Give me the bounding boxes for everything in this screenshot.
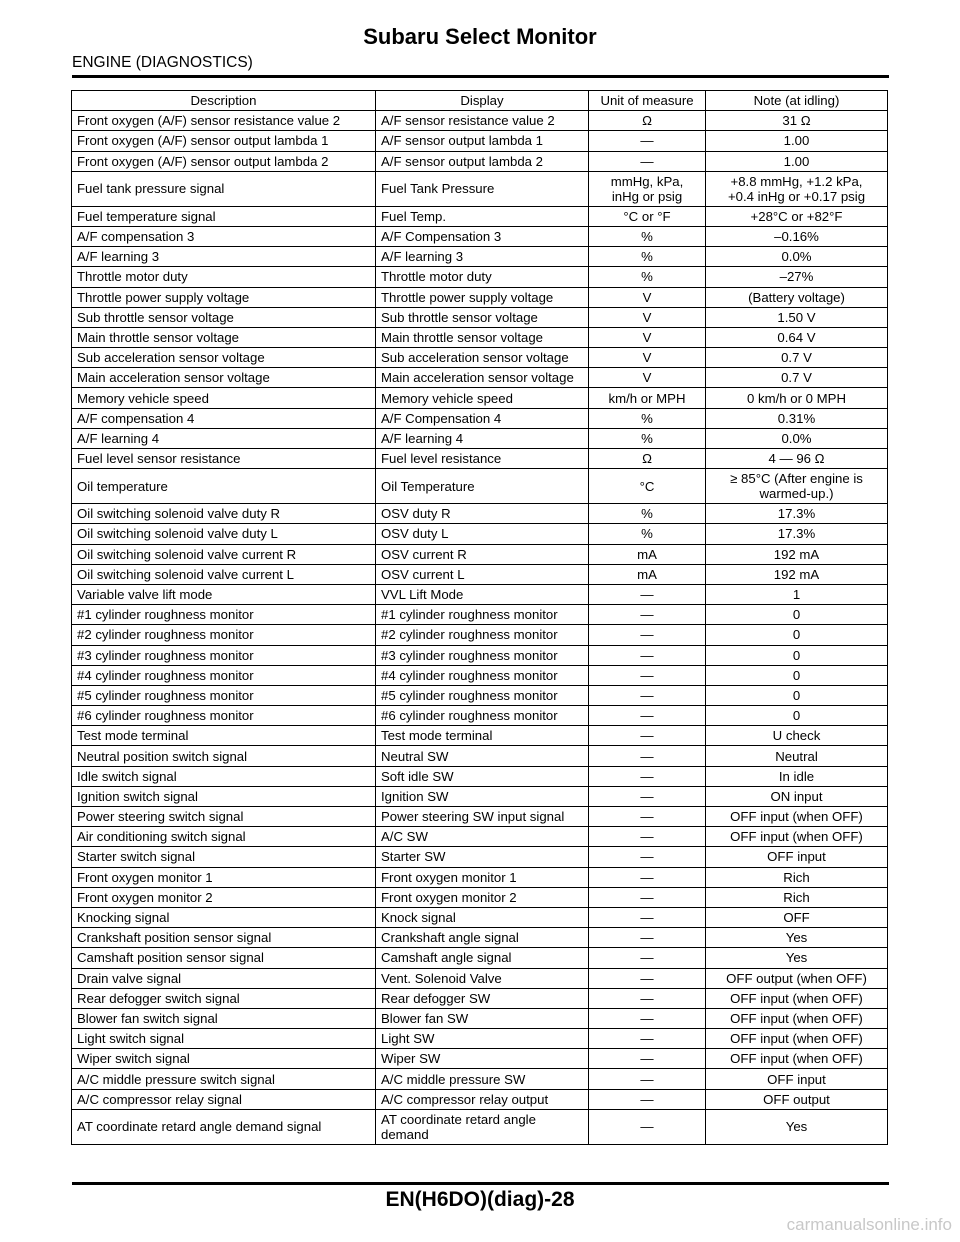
cell-note: 0.31% xyxy=(706,408,888,428)
cell-display: Ignition SW xyxy=(376,786,589,806)
cell-note: Yes xyxy=(706,948,888,968)
cell-description: Wiper switch signal xyxy=(72,1049,376,1069)
cell-unit: — xyxy=(589,827,706,847)
cell-note: 0.0% xyxy=(706,247,888,267)
table-row xyxy=(72,605,888,625)
cell-description: Oil switching solenoid valve current R xyxy=(72,544,376,564)
cell-display: #4 cylinder roughness monitor xyxy=(376,665,589,685)
cell-unit: — xyxy=(589,1049,706,1069)
cell-unit: — xyxy=(589,907,706,927)
table-row xyxy=(72,1008,888,1028)
table-row xyxy=(72,449,888,469)
cell-description: Fuel level sensor resistance xyxy=(72,449,376,469)
monitor-table xyxy=(71,90,888,1145)
cell-note: –0.16% xyxy=(706,226,888,246)
cell-unit: — xyxy=(589,968,706,988)
cell-unit: V xyxy=(589,368,706,388)
table-row xyxy=(72,267,888,287)
cell-note: 0.0% xyxy=(706,428,888,448)
cell-description: Ignition switch signal xyxy=(72,786,376,806)
table-row xyxy=(72,766,888,786)
cell-description: Camshaft position sensor signal xyxy=(72,948,376,968)
cell-note: 31 Ω xyxy=(706,111,888,131)
table-header-row xyxy=(72,91,888,111)
cell-description: A/C compressor relay signal xyxy=(72,1089,376,1109)
cell-note: 0.7 V xyxy=(706,368,888,388)
cell-description: Drain valve signal xyxy=(72,968,376,988)
cell-note: 192 mA xyxy=(706,564,888,584)
cell-display: #1 cylinder roughness monitor xyxy=(376,605,589,625)
cell-unit: mA xyxy=(589,564,706,584)
cell-display: Neutral SW xyxy=(376,746,589,766)
cell-description: Main throttle sensor voltage xyxy=(72,327,376,347)
cell-unit: V xyxy=(589,327,706,347)
cell-note: Rich xyxy=(706,887,888,907)
cell-display: Soft idle SW xyxy=(376,766,589,786)
table-row xyxy=(72,625,888,645)
cell-description: #3 cylinder roughness monitor xyxy=(72,645,376,665)
cell-description: Oil switching solenoid valve current L xyxy=(72,564,376,584)
cell-unit: % xyxy=(589,226,706,246)
cell-unit: — xyxy=(589,665,706,685)
cell-description: Throttle power supply voltage xyxy=(72,287,376,307)
cell-unit: — xyxy=(589,625,706,645)
cell-note: OFF input (when OFF) xyxy=(706,1029,888,1049)
cell-description: Front oxygen (A/F) sensor resistance value 2 xyxy=(72,111,376,131)
cell-note: OFF input (when OFF) xyxy=(706,1008,888,1028)
cell-display: #3 cylinder roughness monitor xyxy=(376,645,589,665)
cell-display: Light SW xyxy=(376,1029,589,1049)
cell-display: Throttle power supply voltage xyxy=(376,287,589,307)
cell-display: Main throttle sensor voltage xyxy=(376,327,589,347)
cell-unit: V xyxy=(589,348,706,368)
cell-display: Vent. Solenoid Valve xyxy=(376,968,589,988)
table-row xyxy=(72,706,888,726)
cell-note: +8.8 mmHg, +1.2 kPa, +0.4 inHg or +0.17 psig xyxy=(706,171,888,206)
cell-note: OFF input (when OFF) xyxy=(706,1049,888,1069)
table-row xyxy=(72,564,888,584)
table-row xyxy=(72,348,888,368)
cell-description: Fuel temperature signal xyxy=(72,206,376,226)
cell-display: OSV duty R xyxy=(376,504,589,524)
page-number: EN(H6DO)(diag)-28 xyxy=(385,1188,575,1211)
table-row xyxy=(72,171,888,206)
cell-display: A/F Compensation 3 xyxy=(376,226,589,246)
cell-note: OFF input (when OFF) xyxy=(706,807,888,827)
cell-description: Neutral position switch signal xyxy=(72,746,376,766)
cell-unit: V xyxy=(589,287,706,307)
cell-description: Memory vehicle speed xyxy=(72,388,376,408)
section-heading: ENGINE (DIAGNOSTICS) xyxy=(72,54,253,71)
cell-unit: — xyxy=(589,706,706,726)
cell-note: Yes xyxy=(706,928,888,948)
cell-note: Neutral xyxy=(706,746,888,766)
cell-display: Camshaft angle signal xyxy=(376,948,589,968)
cell-note: OFF input xyxy=(706,1069,888,1089)
cell-display: A/C compressor relay output xyxy=(376,1089,589,1109)
cell-display: Oil Temperature xyxy=(376,469,589,504)
cell-display: Starter SW xyxy=(376,847,589,867)
cell-description: #4 cylinder roughness monitor xyxy=(72,665,376,685)
cell-note: 1.00 xyxy=(706,151,888,171)
table-row xyxy=(72,287,888,307)
cell-display: OSV current L xyxy=(376,564,589,584)
cell-description: Knocking signal xyxy=(72,907,376,927)
cell-unit: — xyxy=(589,1029,706,1049)
cell-unit: % xyxy=(589,504,706,524)
cell-unit: Ω xyxy=(589,111,706,131)
cell-unit: % xyxy=(589,267,706,287)
table-row xyxy=(72,504,888,524)
table-row xyxy=(72,1049,888,1069)
column-header-display: Display xyxy=(376,91,589,111)
cell-description: Blower fan switch signal xyxy=(72,1008,376,1028)
cell-unit: — xyxy=(589,847,706,867)
cell-display: A/F Compensation 4 xyxy=(376,408,589,428)
cell-unit: km/h or MPH xyxy=(589,388,706,408)
cell-description: #1 cylinder roughness monitor xyxy=(72,605,376,625)
cell-unit: — xyxy=(589,605,706,625)
cell-note: +28°C or +82°F xyxy=(706,206,888,226)
cell-unit: — xyxy=(589,1109,706,1144)
header-rule xyxy=(72,75,889,78)
table-row xyxy=(72,388,888,408)
table-row xyxy=(72,524,888,544)
cell-description: A/F compensation 4 xyxy=(72,408,376,428)
page-title: Subaru Select Monitor xyxy=(363,24,597,49)
cell-display: A/C middle pressure SW xyxy=(376,1069,589,1089)
cell-display: AT coordinate retard angle demand xyxy=(376,1109,589,1144)
cell-unit: mA xyxy=(589,544,706,564)
cell-note: 1 xyxy=(706,584,888,604)
cell-description: Power steering switch signal xyxy=(72,807,376,827)
cell-unit: — xyxy=(589,887,706,907)
cell-display: Fuel level resistance xyxy=(376,449,589,469)
cell-note: 0 xyxy=(706,645,888,665)
cell-unit: — xyxy=(589,151,706,171)
table-row xyxy=(72,988,888,1008)
cell-unit: — xyxy=(589,645,706,665)
cell-unit: °C xyxy=(589,469,706,504)
table-row xyxy=(72,368,888,388)
cell-display: Memory vehicle speed xyxy=(376,388,589,408)
cell-unit: — xyxy=(589,786,706,806)
cell-unit: — xyxy=(589,766,706,786)
cell-description: Variable valve lift mode xyxy=(72,584,376,604)
table-row xyxy=(72,111,888,131)
cell-unit: — xyxy=(589,807,706,827)
cell-display: Blower fan SW xyxy=(376,1008,589,1028)
table-row xyxy=(72,469,888,504)
table-row xyxy=(72,226,888,246)
cell-note: OFF input (when OFF) xyxy=(706,988,888,1008)
table-row xyxy=(72,1109,888,1144)
cell-description: Oil switching solenoid valve duty R xyxy=(72,504,376,524)
cell-description: Throttle motor duty xyxy=(72,267,376,287)
cell-description: A/F compensation 3 xyxy=(72,226,376,246)
cell-description: Main acceleration sensor voltage xyxy=(72,368,376,388)
cell-description: Test mode terminal xyxy=(72,726,376,746)
cell-unit: V xyxy=(589,307,706,327)
cell-description: Oil temperature xyxy=(72,469,376,504)
cell-unit: mmHg, kPa, inHg or psig xyxy=(589,171,706,206)
cell-unit: — xyxy=(589,988,706,1008)
cell-note: 1.50 V xyxy=(706,307,888,327)
cell-unit: — xyxy=(589,726,706,746)
table-row xyxy=(72,786,888,806)
cell-note: OFF input xyxy=(706,847,888,867)
table-row xyxy=(72,131,888,151)
column-header-description: Description xyxy=(72,91,376,111)
column-header-unit: Unit of measure xyxy=(589,91,706,111)
cell-description: A/C middle pressure switch signal xyxy=(72,1069,376,1089)
cell-display: A/F sensor output lambda 2 xyxy=(376,151,589,171)
table-row xyxy=(72,645,888,665)
cell-display: OSV duty L xyxy=(376,524,589,544)
cell-display: Wiper SW xyxy=(376,1049,589,1069)
cell-display: OSV current R xyxy=(376,544,589,564)
cell-description: Fuel tank pressure signal xyxy=(72,171,376,206)
cell-display: A/F sensor output lambda 1 xyxy=(376,131,589,151)
cell-description: Light switch signal xyxy=(72,1029,376,1049)
cell-display: Rear defogger SW xyxy=(376,988,589,1008)
table-row xyxy=(72,907,888,927)
cell-note: 1.00 xyxy=(706,131,888,151)
table-row xyxy=(72,928,888,948)
cell-note: (Battery voltage) xyxy=(706,287,888,307)
table-body xyxy=(72,111,888,1145)
cell-unit: — xyxy=(589,1089,706,1109)
cell-display: Main acceleration sensor voltage xyxy=(376,368,589,388)
table-row xyxy=(72,847,888,867)
table-row xyxy=(72,948,888,968)
table-row xyxy=(72,584,888,604)
cell-description: Sub throttle sensor voltage xyxy=(72,307,376,327)
cell-display: A/F sensor resistance value 2 xyxy=(376,111,589,131)
cell-note: U check xyxy=(706,726,888,746)
cell-display: Power steering SW input signal xyxy=(376,807,589,827)
footer-rule xyxy=(72,1182,889,1185)
cell-description: AT coordinate retard angle demand signal xyxy=(72,1109,376,1144)
cell-display: A/F learning 4 xyxy=(376,428,589,448)
cell-description: #5 cylinder roughness monitor xyxy=(72,685,376,705)
cell-unit: — xyxy=(589,1008,706,1028)
cell-display: A/F learning 3 xyxy=(376,247,589,267)
cell-description: Rear defogger switch signal xyxy=(72,988,376,1008)
cell-display: Front oxygen monitor 1 xyxy=(376,867,589,887)
table-row xyxy=(72,746,888,766)
cell-unit: — xyxy=(589,584,706,604)
table-row xyxy=(72,665,888,685)
cell-unit: — xyxy=(589,1069,706,1089)
table-row xyxy=(72,151,888,171)
cell-note: 192 mA xyxy=(706,544,888,564)
cell-description: #6 cylinder roughness monitor xyxy=(72,706,376,726)
table-row xyxy=(72,1029,888,1049)
cell-unit: % xyxy=(589,247,706,267)
cell-note: 0.64 V xyxy=(706,327,888,347)
table-row xyxy=(72,867,888,887)
cell-unit: % xyxy=(589,524,706,544)
cell-note: 17.3% xyxy=(706,524,888,544)
cell-description: Front oxygen (A/F) sensor output lambda 1 xyxy=(72,131,376,151)
cell-description: Crankshaft position sensor signal xyxy=(72,928,376,948)
cell-note: 4 — 96 Ω xyxy=(706,449,888,469)
cell-description: Air conditioning switch signal xyxy=(72,827,376,847)
cell-note: ON input xyxy=(706,786,888,806)
cell-display: #6 cylinder roughness monitor xyxy=(376,706,589,726)
cell-display: Sub acceleration sensor voltage xyxy=(376,348,589,368)
cell-description: A/F learning 4 xyxy=(72,428,376,448)
cell-note: Rich xyxy=(706,867,888,887)
cell-description: Starter switch signal xyxy=(72,847,376,867)
cell-note: ≥ 85°C (After engine is warmed-up.) xyxy=(706,469,888,504)
table-row xyxy=(72,827,888,847)
cell-description: Idle switch signal xyxy=(72,766,376,786)
cell-unit: Ω xyxy=(589,449,706,469)
cell-note: 0 xyxy=(706,605,888,625)
cell-note: 17.3% xyxy=(706,504,888,524)
cell-display: Fuel Tank Pressure xyxy=(376,171,589,206)
cell-description: Front oxygen monitor 2 xyxy=(72,887,376,907)
cell-note: Yes xyxy=(706,1109,888,1144)
cell-note: 0 xyxy=(706,685,888,705)
cell-note: 0.7 V xyxy=(706,348,888,368)
column-header-note: Note (at idling) xyxy=(706,91,888,111)
cell-display: Knock signal xyxy=(376,907,589,927)
table-row xyxy=(72,307,888,327)
cell-note: OFF output xyxy=(706,1089,888,1109)
cell-description: Oil switching solenoid valve duty L xyxy=(72,524,376,544)
cell-note: 0 km/h or 0 MPH xyxy=(706,388,888,408)
table-row xyxy=(72,1089,888,1109)
cell-unit: — xyxy=(589,746,706,766)
table-row xyxy=(72,726,888,746)
cell-display: #5 cylinder roughness monitor xyxy=(376,685,589,705)
table-row xyxy=(72,206,888,226)
table-row xyxy=(72,887,888,907)
cell-note: 0 xyxy=(706,625,888,645)
cell-display: Test mode terminal xyxy=(376,726,589,746)
cell-display: A/C SW xyxy=(376,827,589,847)
table-row xyxy=(72,327,888,347)
table-row xyxy=(72,968,888,988)
cell-note: OFF output (when OFF) xyxy=(706,968,888,988)
cell-display: Front oxygen monitor 2 xyxy=(376,887,589,907)
cell-unit: — xyxy=(589,948,706,968)
cell-description: #2 cylinder roughness monitor xyxy=(72,625,376,645)
cell-unit: % xyxy=(589,408,706,428)
cell-description: Front oxygen (A/F) sensor output lambda 2 xyxy=(72,151,376,171)
cell-note: –27% xyxy=(706,267,888,287)
cell-note: 0 xyxy=(706,665,888,685)
cell-display: VVL Lift Mode xyxy=(376,584,589,604)
table-row xyxy=(72,544,888,564)
table-row xyxy=(72,685,888,705)
cell-unit: — xyxy=(589,685,706,705)
cell-display: Fuel Temp. xyxy=(376,206,589,226)
table-row xyxy=(72,428,888,448)
cell-display: Crankshaft angle signal xyxy=(376,928,589,948)
cell-display: Sub throttle sensor voltage xyxy=(376,307,589,327)
cell-note: In idle xyxy=(706,766,888,786)
cell-note: OFF input (when OFF) xyxy=(706,827,888,847)
cell-description: Sub acceleration sensor voltage xyxy=(72,348,376,368)
cell-note: OFF xyxy=(706,907,888,927)
table-row xyxy=(72,247,888,267)
cell-display: Throttle motor duty xyxy=(376,267,589,287)
cell-unit: — xyxy=(589,928,706,948)
cell-unit: — xyxy=(589,131,706,151)
table-row xyxy=(72,408,888,428)
table-row xyxy=(72,807,888,827)
cell-unit: % xyxy=(589,428,706,448)
cell-unit: °C or °F xyxy=(589,206,706,226)
cell-note: 0 xyxy=(706,706,888,726)
cell-display: #2 cylinder roughness monitor xyxy=(376,625,589,645)
cell-description: Front oxygen monitor 1 xyxy=(72,867,376,887)
cell-description: A/F learning 3 xyxy=(72,247,376,267)
cell-unit: — xyxy=(589,867,706,887)
table-row xyxy=(72,1069,888,1089)
watermark: carmanualsonline.info xyxy=(786,1215,952,1234)
